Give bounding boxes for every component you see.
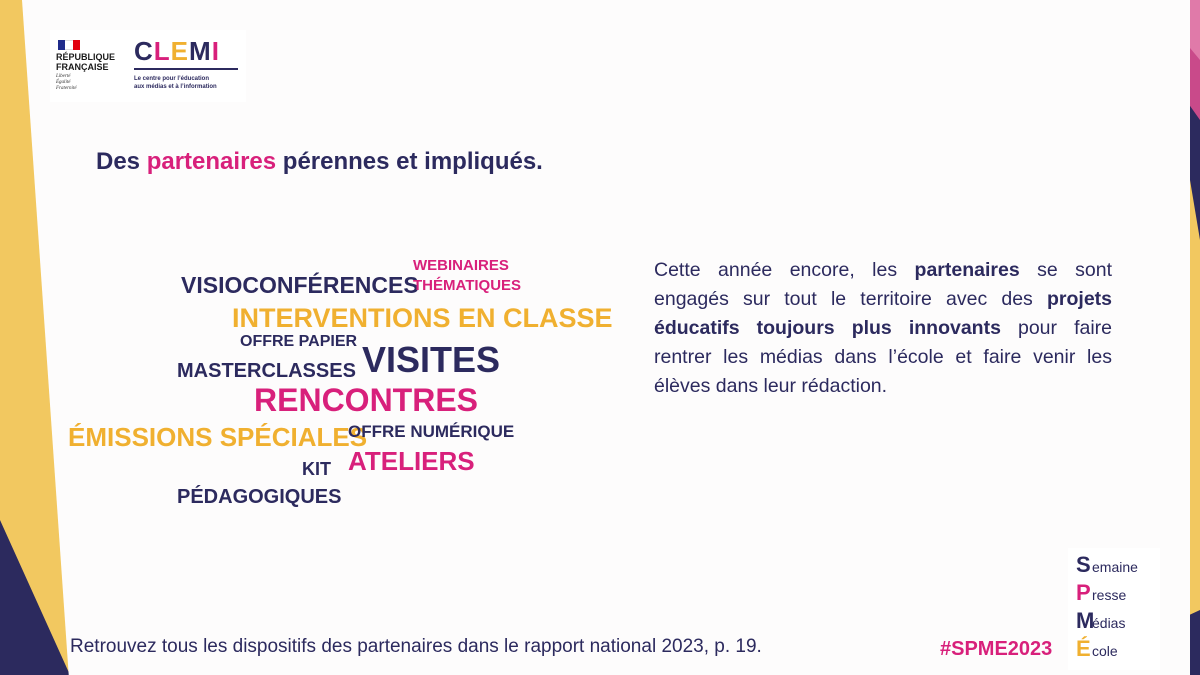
spme-word: édias xyxy=(1092,615,1126,631)
spme-letter-e: É xyxy=(1076,636,1091,661)
cloud-word-emissions: ÉMISSIONS SPÉCIALES xyxy=(68,422,368,452)
clemi-letter: E xyxy=(170,36,190,66)
hashtag: #SPME2023 xyxy=(940,638,1053,660)
page-title: Des partenaires pérennes et impliqués. xyxy=(96,148,543,175)
clemi-tagline: Le centre pour l’éducation aux médias et à l’information xyxy=(134,76,217,90)
republic-motto: Liberté Égalité Fraternité xyxy=(56,74,77,91)
cloud-word-pedagogiques: PÉDAGOGIQUES xyxy=(177,486,342,508)
republique-francaise-label: RÉPUBLIQUE FRANÇAISE xyxy=(56,52,116,72)
clemi-letter: I xyxy=(211,36,220,66)
cloud-word-kit: KIT xyxy=(302,459,331,479)
cloud-word-thematiques: THÉMATIQUES xyxy=(413,277,522,294)
cloud-word-rencontres: RENCONTRES xyxy=(254,382,479,418)
spme-word: resse xyxy=(1092,587,1127,603)
clemi-letter: L xyxy=(153,36,171,66)
cloud-word-offre-papier: OFFRE PAPIER xyxy=(240,333,358,350)
cloud-word-interventions: INTERVENTIONS EN CLASSE xyxy=(232,303,613,333)
logo-block xyxy=(50,30,246,102)
cloud-word-ateliers: ATELIERS xyxy=(348,446,475,476)
cloud-word-offre-numerique: OFFRE NUMÉRIQUE xyxy=(348,422,515,441)
spme-row xyxy=(1076,636,1152,664)
spme-row xyxy=(1076,608,1152,636)
spme-row xyxy=(1076,580,1152,608)
spme-word: cole xyxy=(1092,643,1118,659)
clemi-logo xyxy=(134,36,220,66)
spme-word: emaine xyxy=(1092,559,1138,575)
clemi-underline xyxy=(134,68,238,70)
cloud-word-visites: VISITES xyxy=(362,339,501,380)
cloud-word-webinaires: WEBINAIRES xyxy=(413,257,509,274)
spme-letter-p: P xyxy=(1076,580,1091,605)
cloud-word-visioconferences: VISIOCONFÉRENCES xyxy=(181,272,419,298)
spme-logo xyxy=(1068,548,1160,670)
french-flag-icon xyxy=(58,40,80,50)
clemi-letter: M xyxy=(189,36,212,66)
spme-letter-m: M xyxy=(1076,608,1095,633)
clemi-letter: C xyxy=(134,36,154,66)
cloud-word-masterclasses: MASTERCLASSES xyxy=(177,360,356,382)
spme-row xyxy=(1076,552,1152,580)
spme-letter-s: S xyxy=(1076,552,1091,577)
title-highlight: partenaires xyxy=(146,148,277,175)
footer-reference: Retrouvez tous les dispositifs des partenaires dans le rapport national 2023, p. 19. xyxy=(70,636,762,657)
body-paragraph: Cette année encore, les partenaires se sont engagés sur tout le territoire avec des projets éducatifs toujours plus innovants pour faire rentrer les médias dans l’école et faire venir les élèves dans leur rédaction. xyxy=(654,259,1112,397)
body-bold-projets: projets éducatifs toujours plus innovants xyxy=(654,288,1112,339)
body-bold-partenaires: partenaires xyxy=(914,259,1020,281)
